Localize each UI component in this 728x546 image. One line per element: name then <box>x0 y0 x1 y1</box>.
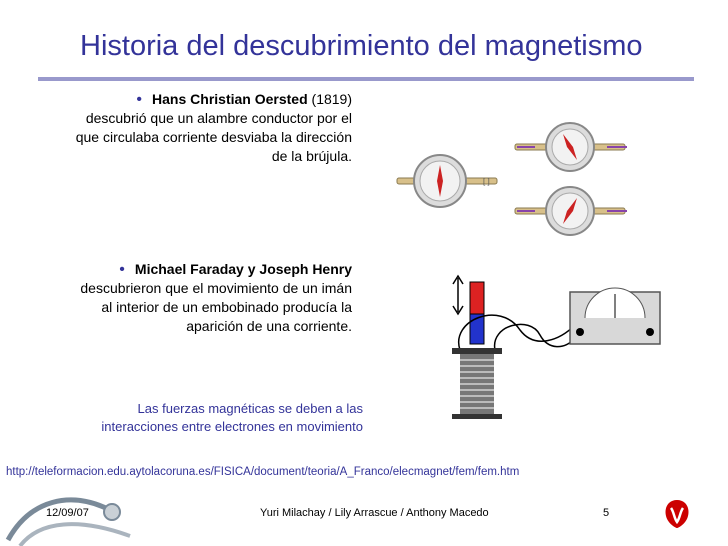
compass-center <box>397 155 497 207</box>
bullet-faraday-henry <box>80 260 352 336</box>
magnet-icon <box>440 270 670 420</box>
bullet-oersted <box>72 90 352 166</box>
university-logo-icon <box>662 498 692 530</box>
galvanometer-icon <box>570 288 660 344</box>
bullet-dot: • <box>136 91 143 108</box>
footer-page-number: 5 <box>603 507 610 519</box>
bullet-oersted-text: descubrió que un alambre conductor por el que circulaba corriente desviaba la dirección de la brújula. <box>75 110 352 164</box>
title-divider <box>38 77 694 81</box>
coil <box>460 354 494 414</box>
source-link[interactable]: http://teleformacion.edu.aytolacoruna.es/FISICA/document/teoria/A_Franco/elecmagnet/fem/fem.htm <box>6 466 520 478</box>
bullet-oersted-year: (1819) <box>311 91 352 107</box>
footer-date: 12/09/07 <box>46 507 89 519</box>
compass-top-right <box>515 123 627 171</box>
bullet-oersted-name: Hans Christian Oersted <box>152 91 308 107</box>
compass-bottom-right <box>515 187 627 235</box>
footer-authors: Yuri Milachay / Lily Arrascue / Anthony Macedo <box>260 507 489 519</box>
bullet-faraday-text: descubrieron que el movimiento de un imán al interior de un embobinado producía la aparición de una corriente. <box>80 280 352 334</box>
magnetism-note: Las fuerzas magnéticas se deben a las interacciones entre electrones en movimiento <box>101 401 363 434</box>
compass-icon <box>395 120 670 240</box>
bullet-faraday-name: Michael Faraday y Joseph Henry <box>134 261 352 277</box>
bullet-dot: • <box>119 261 125 278</box>
svg-text:[ ]: [ ] <box>483 177 490 186</box>
page-title: Historia del descubrimiento del magnetismo <box>80 30 643 62</box>
